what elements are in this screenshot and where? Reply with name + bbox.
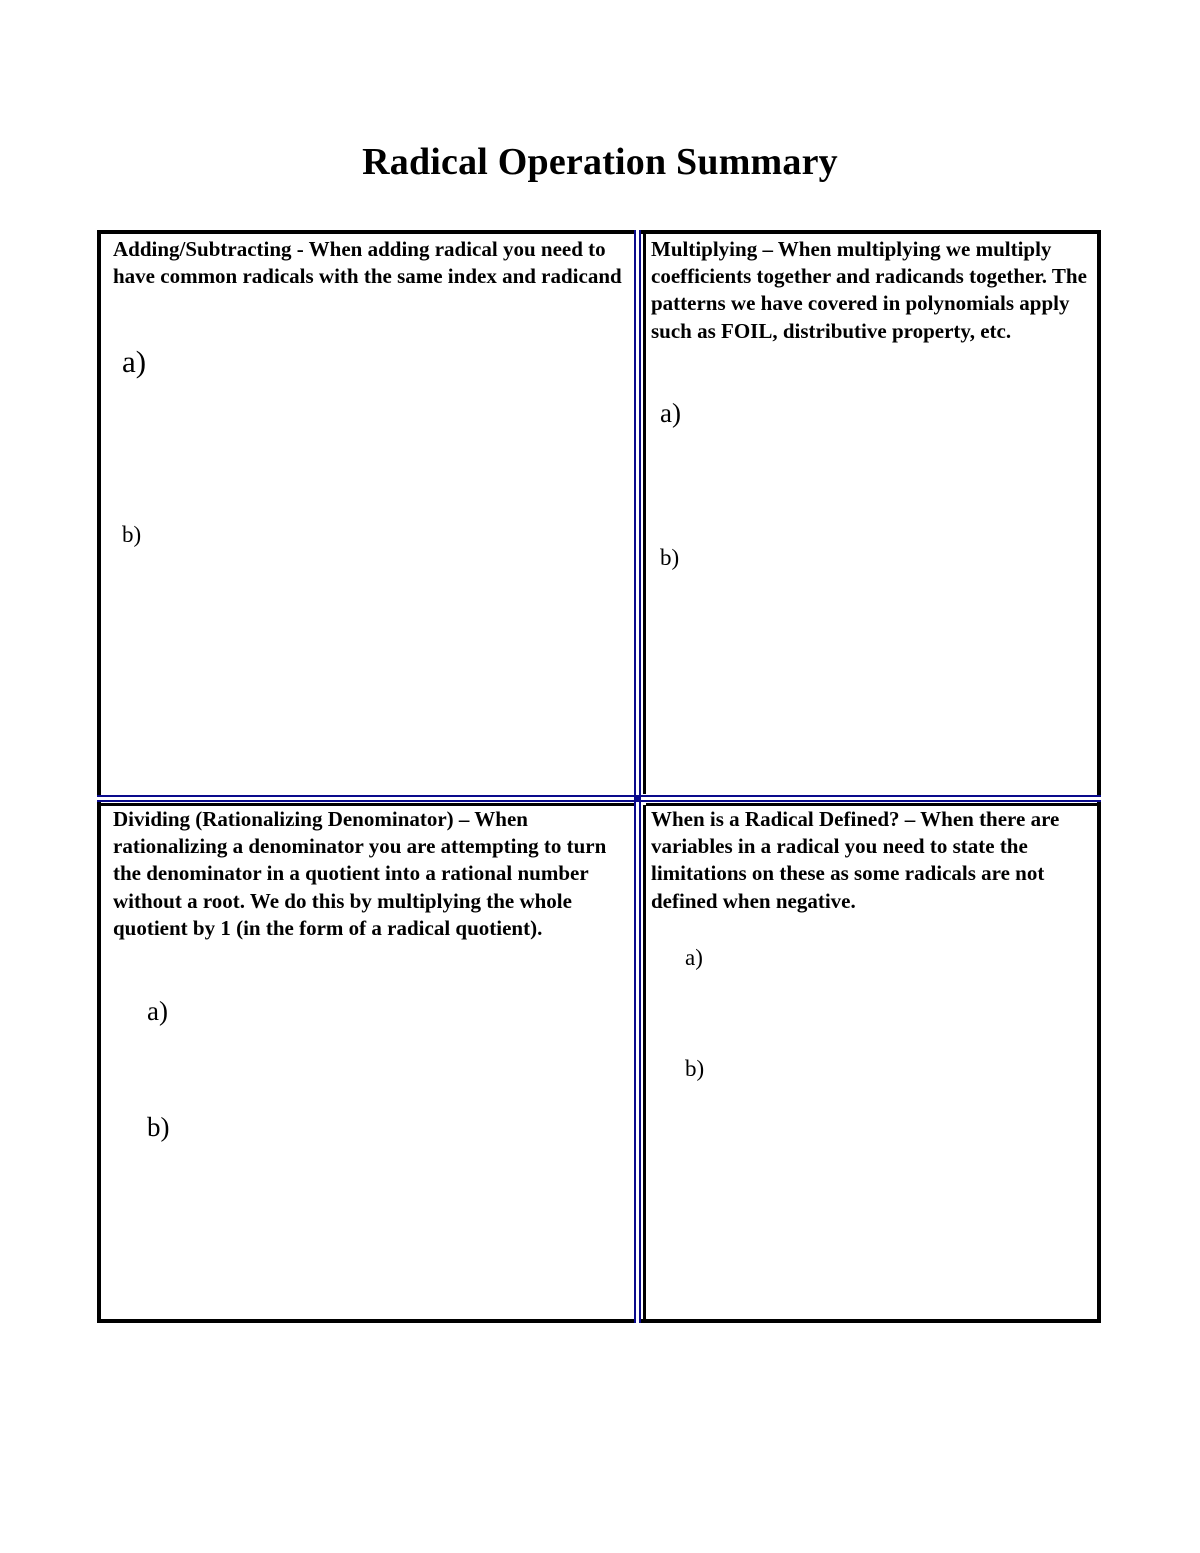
horizontal-divider-gap bbox=[97, 797, 1101, 800]
defined-item-b: b) bbox=[685, 1056, 705, 1081]
vertical-rule-top bbox=[643, 234, 646, 794]
adding-subtracting-heading: Adding/Subtracting - When adding radical you need to have common radicals with the same index and radicand bbox=[113, 237, 622, 289]
multiplying-item-b: b) bbox=[660, 545, 680, 570]
defined-item-a: a) bbox=[685, 945, 703, 970]
divider-crossing bbox=[634, 795, 641, 802]
dividing-item-b: b) bbox=[147, 1112, 170, 1142]
dividing-item-a: a) bbox=[147, 996, 168, 1026]
radical-defined-heading: When is a Radical Defined? – When there are variables in a radical you need to state the limitations on these as some radicals are not defined when negative. bbox=[651, 807, 1060, 913]
vertical-rule-bottom bbox=[643, 805, 646, 1320]
page-title: Radical Operation Summary bbox=[362, 141, 838, 183]
multiplying-item-a: a) bbox=[660, 398, 681, 428]
adding-item-b: b) bbox=[122, 522, 142, 547]
vertical-divider-gap bbox=[636, 230, 639, 1323]
summary-table bbox=[97, 230, 1101, 1323]
adding-item-a: a) bbox=[122, 344, 147, 379]
dividing-heading: Dividing (Rationalizing Denominator) – When rationalizing a denominator you are attempting to turn the denominator in a quotient into a rational number without a root. We do this by multiplying the whole quotient by 1 (in the form of a radical quotient). bbox=[113, 807, 607, 940]
multiplying-heading: Multiplying – When multiplying we multiply coefficients together and radicands together. The patterns we have covered in polynomials apply such as FOIL, distributive property, etc. bbox=[651, 237, 1087, 343]
